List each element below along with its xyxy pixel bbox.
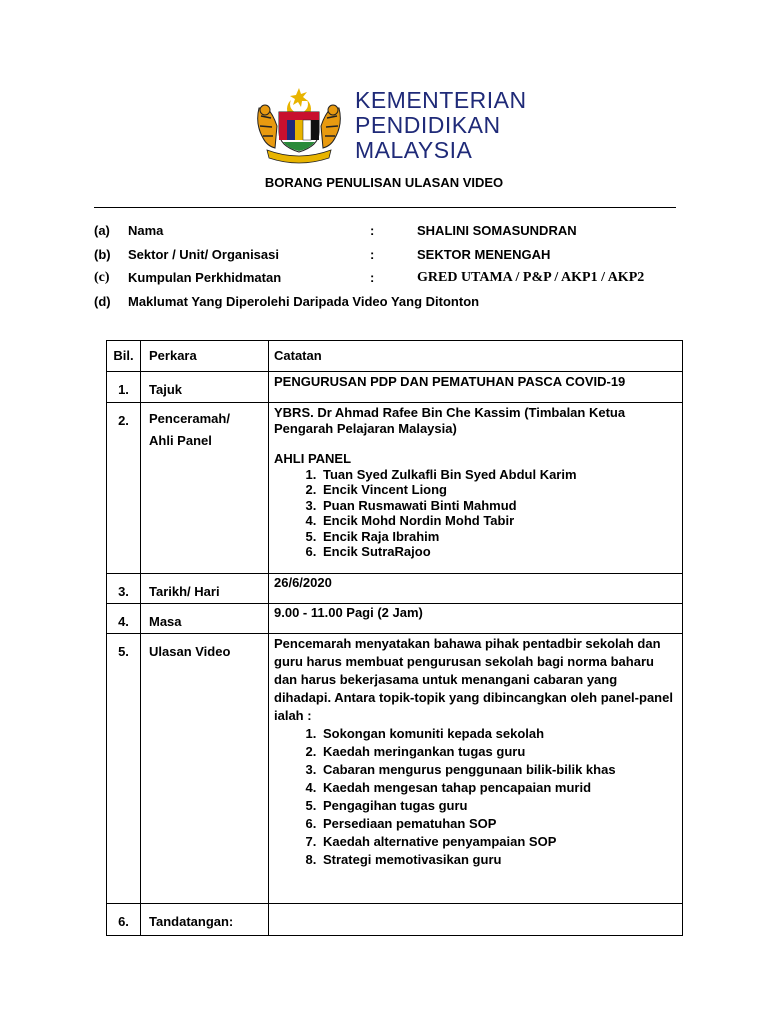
list-item: 5. Encik Raja Ibrahim <box>320 529 674 545</box>
list-item: 8. Strategi memotivasikan guru <box>320 851 674 869</box>
field-letter: (b) <box>94 246 111 262</box>
header-perkara: Perkara <box>149 348 197 363</box>
table-row <box>107 904 683 936</box>
row-note <box>274 403 674 560</box>
header-bil: Bil. <box>113 348 134 363</box>
row-item: Tajuk <box>149 382 182 397</box>
field-label: Maklumat Yang Diperolehi Daripada Video Yang Ditonton <box>128 293 480 309</box>
row-item-line-1: Penceramah/ <box>149 411 230 426</box>
field-label: Sektor / Unit/ Organisasi <box>128 246 279 262</box>
table-row <box>107 574 683 604</box>
letterhead <box>253 86 527 164</box>
list-item: 5. Pengagihan tugas guru <box>320 797 674 815</box>
row-number: 2. <box>118 413 129 428</box>
list-item: 4. Kaedah mengesan tahap pencapaian murid <box>320 779 674 797</box>
panel-list <box>274 467 674 560</box>
field-colon: : <box>370 246 375 262</box>
malaysia-coat-of-arms-icon <box>253 86 345 164</box>
row-item: Tandatangan: <box>149 914 234 929</box>
list-item: 7. Kaedah alternative penyampaian SOP <box>320 833 674 851</box>
row-item <box>149 403 268 452</box>
form-title: BORANG PENULISAN ULASAN VIDEO <box>264 175 504 190</box>
table-row <box>107 372 683 403</box>
table-row <box>107 403 683 574</box>
row-number: 5. <box>118 644 129 659</box>
row-note <box>274 634 674 869</box>
speaker-text: YBRS. Dr Ahmad Rafee Bin Che Kassim (Timbalan Ketua Pengarah Pelajaran Malaysia) <box>274 405 626 436</box>
field-colon: : <box>370 270 375 285</box>
list-item: 2. Encik Vincent Liong <box>320 482 674 498</box>
header-catatan: Catatan <box>274 348 322 363</box>
row-note: 26/6/2020 <box>274 575 332 590</box>
row-item: Masa <box>149 614 182 629</box>
list-item: 2. Kaedah meringankan tugas guru <box>320 743 674 761</box>
row-item: Tarikh/ Hari <box>149 584 220 599</box>
field-value-name: SHALINI SOMASUNDRAN <box>417 223 577 238</box>
field-value-sector: SEKTOR MENENGAH <box>417 246 551 262</box>
ministry-line-3: MALAYSIA <box>355 136 473 163</box>
list-item: 4. Encik Mohd Nordin Mohd Tabir <box>320 513 674 529</box>
field-label: Nama <box>128 223 164 238</box>
row-item: Ulasan Video <box>149 644 231 659</box>
ministry-line-2: PENDIDIKAN <box>355 111 501 138</box>
field-letter: (a) <box>94 223 110 238</box>
review-paragraph: Pencemarah menyatakan bahawa pihak pentadbir sekolah dan guru harus membuat pengurusan sekolah bagi norma baharu dan harus bekerjasama untuk menangani cabaran yang dihadapi. Antara topik-topik yang dibincangkan oleh panel-panel ialah : <box>274 636 673 723</box>
field-value-service-group: GRED UTAMA / P&P / AKP1 / AKP2 <box>417 270 645 285</box>
row-note: PENGURUSAN PDP DAN PEMATUHAN PASCA COVID-19 <box>274 374 626 389</box>
topic-list <box>274 725 674 869</box>
list-item: 6. Encik SutraRajoo <box>320 544 674 560</box>
row-note: 9.00 - 11.00 Pagi (2 Jam) <box>274 605 423 620</box>
row-item-line-2: Ahli Panel <box>149 433 212 448</box>
row-number: 1. <box>118 382 129 397</box>
row-number: 6. <box>118 914 129 929</box>
list-item: 3. Cabaran mengurus penggunaan bilik-bilik khas <box>320 761 674 779</box>
table-header-row <box>107 341 683 372</box>
table-row <box>107 634 683 904</box>
list-item: 1. Tuan Syed Zulkafli Bin Syed Abdul Karim <box>320 467 674 483</box>
row-number: 4. <box>118 614 129 629</box>
ministry-name <box>355 88 527 163</box>
field-label: Kumpulan Perkhidmatan <box>128 270 282 285</box>
review-table <box>106 340 683 936</box>
field-colon: : <box>370 223 375 238</box>
list-item: 6. Persediaan pematuhan SOP <box>320 815 674 833</box>
list-item: 1. Sokongan komuniti kepada sekolah <box>320 725 674 743</box>
table-row <box>107 604 683 634</box>
ministry-line-1: KEMENTERIAN <box>355 86 527 113</box>
field-letter: (c) <box>94 270 110 285</box>
row-number: 3. <box>118 584 129 599</box>
list-item: 3. Puan Rusmawati Binti Mahmud <box>320 498 674 514</box>
panel-heading: AHLI PANEL <box>274 451 352 466</box>
field-letter: (d) <box>94 293 111 309</box>
title-divider <box>94 207 676 208</box>
